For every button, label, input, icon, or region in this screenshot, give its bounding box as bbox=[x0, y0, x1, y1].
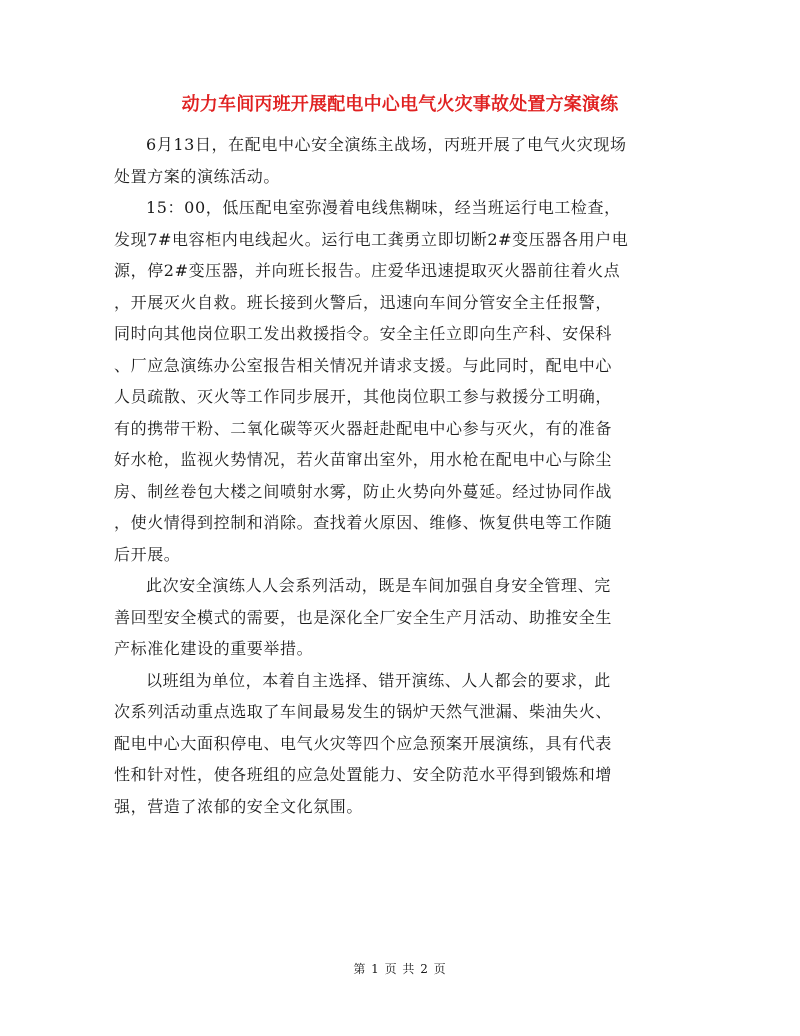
text-line: 6月13日，在配电中心安全演练主战场，丙班开展了电气火灾现场 bbox=[146, 135, 627, 154]
text-line: ，开展灭火自救。班长接到火警后，迅速向车间分管安全主任报警， bbox=[114, 292, 613, 312]
text-line: 此次安全演练人人会系列活动，既是车间加强自身安全管理、完 bbox=[146, 576, 611, 595]
page-footer: 第 1 页 共 2 页 bbox=[353, 962, 447, 976]
text-line: 好水枪，监视火势情况，若火苗窜出室外，用水枪在配电中心与除尘 bbox=[114, 450, 613, 469]
text-line: 后开展。 bbox=[114, 544, 181, 564]
text-line: 性和针对性，使各班组的应急处置能力、安全防范水平得到锻炼和增 bbox=[114, 765, 613, 784]
paragraph-2 bbox=[114, 192, 674, 570]
text-line: 次系列活动重点选取了车间最易发生的锅炉天然气泄漏、柴油失火、 bbox=[114, 702, 613, 721]
text-line: ，使火情得到控制和消除。查找着火原因、维修、恢复供电等工作随 bbox=[114, 513, 613, 532]
paragraph-1 bbox=[114, 129, 674, 192]
text-line: 有的携带干粉、二氧化碳等灭火器赶赴配电中心参与灭火，有的准备 bbox=[114, 418, 613, 438]
paragraph-4 bbox=[114, 665, 674, 823]
text-line: 同时向其他岗位职工发出救援指令。安全主任立即向生产科、安保科 bbox=[114, 324, 613, 343]
text-line: 处置方案的演练活动。 bbox=[114, 166, 281, 186]
document-title: 动力车间丙班开展配电中心电气火灾事故处置方案演练 bbox=[181, 94, 619, 115]
paragraph-3 bbox=[114, 570, 674, 665]
text-line: 人员疏散、灭火等工作同步展开，其他岗位职工参与救援分工明确， bbox=[114, 387, 613, 406]
text-line: 15：00，低压配电室弥漫着电线焦糊味，经当班运行电工检查， bbox=[146, 198, 621, 217]
text-line: 源，停2#变压器，并向班长报告。庄爱华迅速提取灭火器前往着火点 bbox=[114, 261, 621, 280]
text-line: 善回型安全模式的需要，也是深化全厂安全生产月活动、助推安全生 bbox=[114, 607, 613, 627]
text-line: 强，营造了浓郁的安全文化氛围。 bbox=[114, 796, 364, 816]
text-line: 发现7#电容柜内电线起火。运行电工龚勇立即切断2#变压器各用户电 bbox=[114, 229, 629, 249]
text-line: 房、制丝卷包大楼之间喷射水雾，防止火势向外蔓延。经过协同作战 bbox=[114, 481, 613, 501]
text-line: 以班组为单位，本着自主选择、错开演练、人人都会的要求，此 bbox=[146, 670, 611, 690]
text-line: 配电中心大面积停电、电气火灾等四个应急预案开展演练，具有代表 bbox=[114, 733, 613, 753]
document-body bbox=[114, 129, 674, 822]
text-line: 产标准化建设的重要举措。 bbox=[114, 639, 314, 658]
text-line: 、厂应急演练办公室报告相关情况并请求支援。与此同时，配电中心 bbox=[114, 355, 613, 375]
